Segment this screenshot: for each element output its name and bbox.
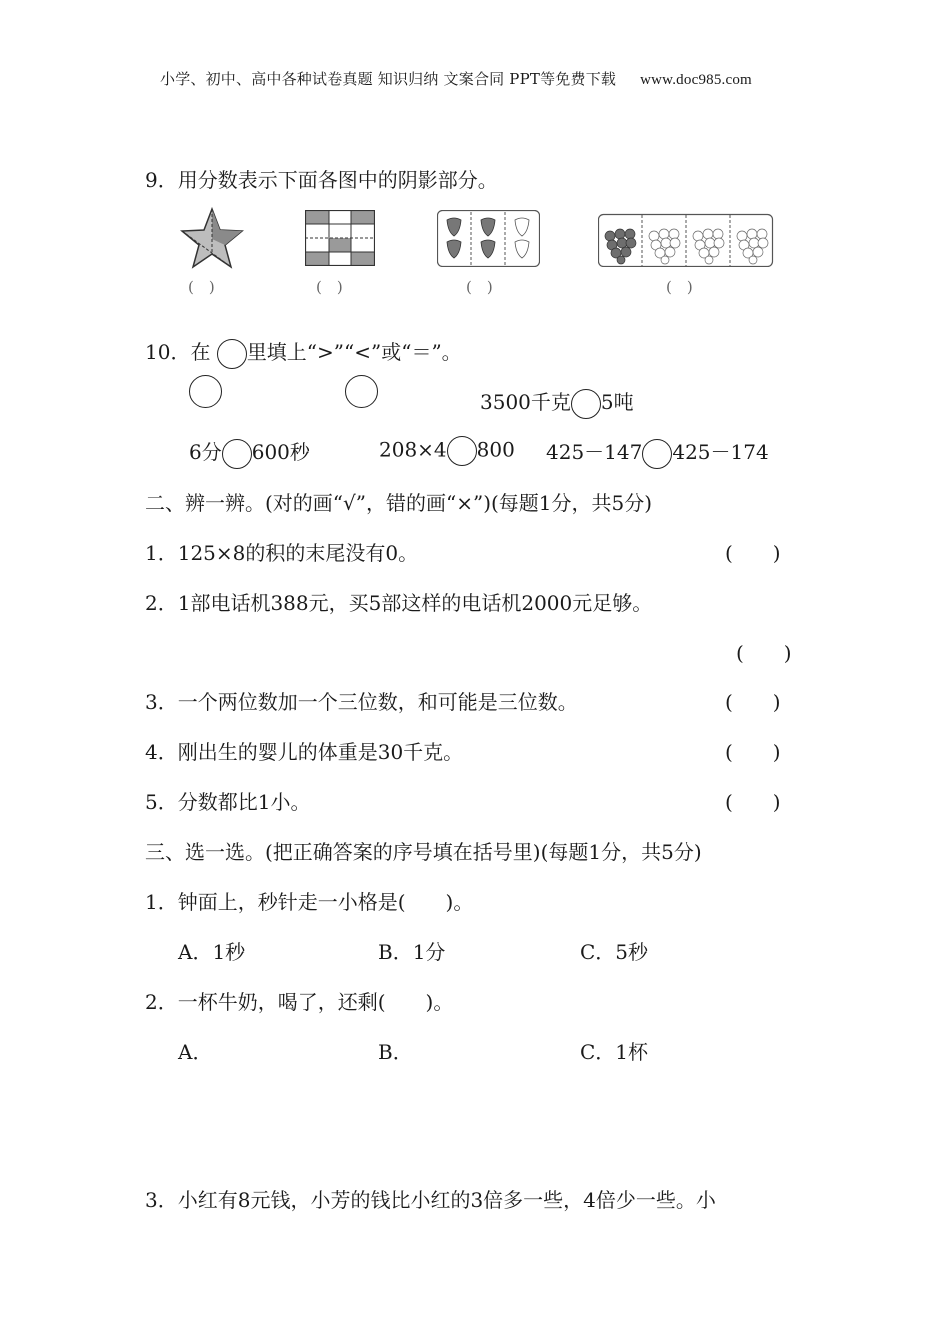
compare-5t: 5吨 [600,390,634,414]
mc-q2-stem: 2．一杯牛奶，喝了，还剩( )。 [145,990,454,1014]
compare-row2-b [379,436,515,466]
grape-figure [598,210,780,267]
tf-paren-5[interactable]: ( ) [725,790,781,814]
mc-q1-option-c[interactable]: C．5秒 [580,940,649,964]
grid-figure [305,210,375,266]
tf-paren-4[interactable]: ( ) [725,740,781,764]
compare-800: 800 [476,437,515,462]
tf-item-5: 5．分数都比1小。 [145,790,311,814]
tf-item-4: 4．刚出生的婴儿的体重是30千克。 [145,740,464,764]
mc-q1-option-a[interactable]: A．1秒 [178,940,246,964]
compare-425-174: 425－174 [672,440,769,464]
compare-circle-4[interactable] [642,439,672,469]
q10-title-post: 里填上“>”“<”或“＝”。 [246,340,462,364]
tf-paren-2[interactable]: ( ) [736,641,792,665]
mc-q2-option-b[interactable]: B． [378,1040,413,1064]
mc-q2-option-c[interactable]: C．1杯 [580,1040,649,1064]
compare-6min: 6分 [189,440,222,464]
circle-icon [217,339,247,369]
section2-title: 二、辨一辨。(对的画“√”，错的画“×”)(每题1分，共5分) [145,491,653,515]
compare-208x4: 208×4 [379,437,447,462]
mc-q1-option-b[interactable]: B．1分 [378,940,446,964]
compare-row2-c [546,436,769,469]
compare-425-147: 425－147 [546,440,643,464]
compare-circle-1[interactable] [571,389,601,419]
tf-item-2: 2．1部电话机388元，买5部这样的电话机2000元足够。 [145,591,653,615]
compare-3500kg: 3500千克 [480,390,571,414]
star-figure [180,207,244,269]
q10-title-pre: 10．在 [145,340,211,364]
q9-title: 9．用分数表示下面各图中的阴影部分。 [145,168,498,192]
compare-circle-3[interactable] [447,436,477,466]
header-text: 小学、初中、高中各种试卷真题 知识归纳 文案合同 PPT等免费下载 [160,70,617,88]
mc-q1-stem: 1．钟面上，秒针走一小格是( )。 [145,890,474,914]
section3-title: 三、选一选。(把正确答案的序号填在括号里)(每题1分，共5分) [145,840,702,864]
compare-row1 [480,386,634,419]
tf-paren-3[interactable]: ( ) [725,690,781,714]
q10-title [145,336,462,369]
blank-circle-2[interactable] [345,375,378,408]
compare-circle-2[interactable] [222,439,252,469]
mc-q2-option-a[interactable]: A． [178,1040,213,1064]
compare-600s: 600秒 [251,440,310,464]
tf-item-3: 3．一个两位数加一个三位数，和可能是三位数。 [145,690,578,714]
mc-q3-stem: 3．小红有8元钱，小芳的钱比小红的3倍多一些，4倍少一些。小 [145,1188,716,1212]
blank-circle-1[interactable] [189,375,222,408]
header-site: www.doc985.com [640,72,752,88]
page-header [160,68,752,89]
tf-paren-1[interactable]: ( ) [725,541,781,565]
strawberry-figure [437,210,540,267]
q9-answer-1[interactable]: ( ) [188,278,215,296]
q9-answer-3[interactable]: ( ) [466,278,493,296]
tf-item-1: 1．125×8的积的末尾没有0。 [145,541,419,565]
compare-row2-a [189,436,310,469]
q9-answer-4[interactable]: ( ) [666,278,693,296]
q9-answer-2[interactable]: ( ) [316,278,343,296]
